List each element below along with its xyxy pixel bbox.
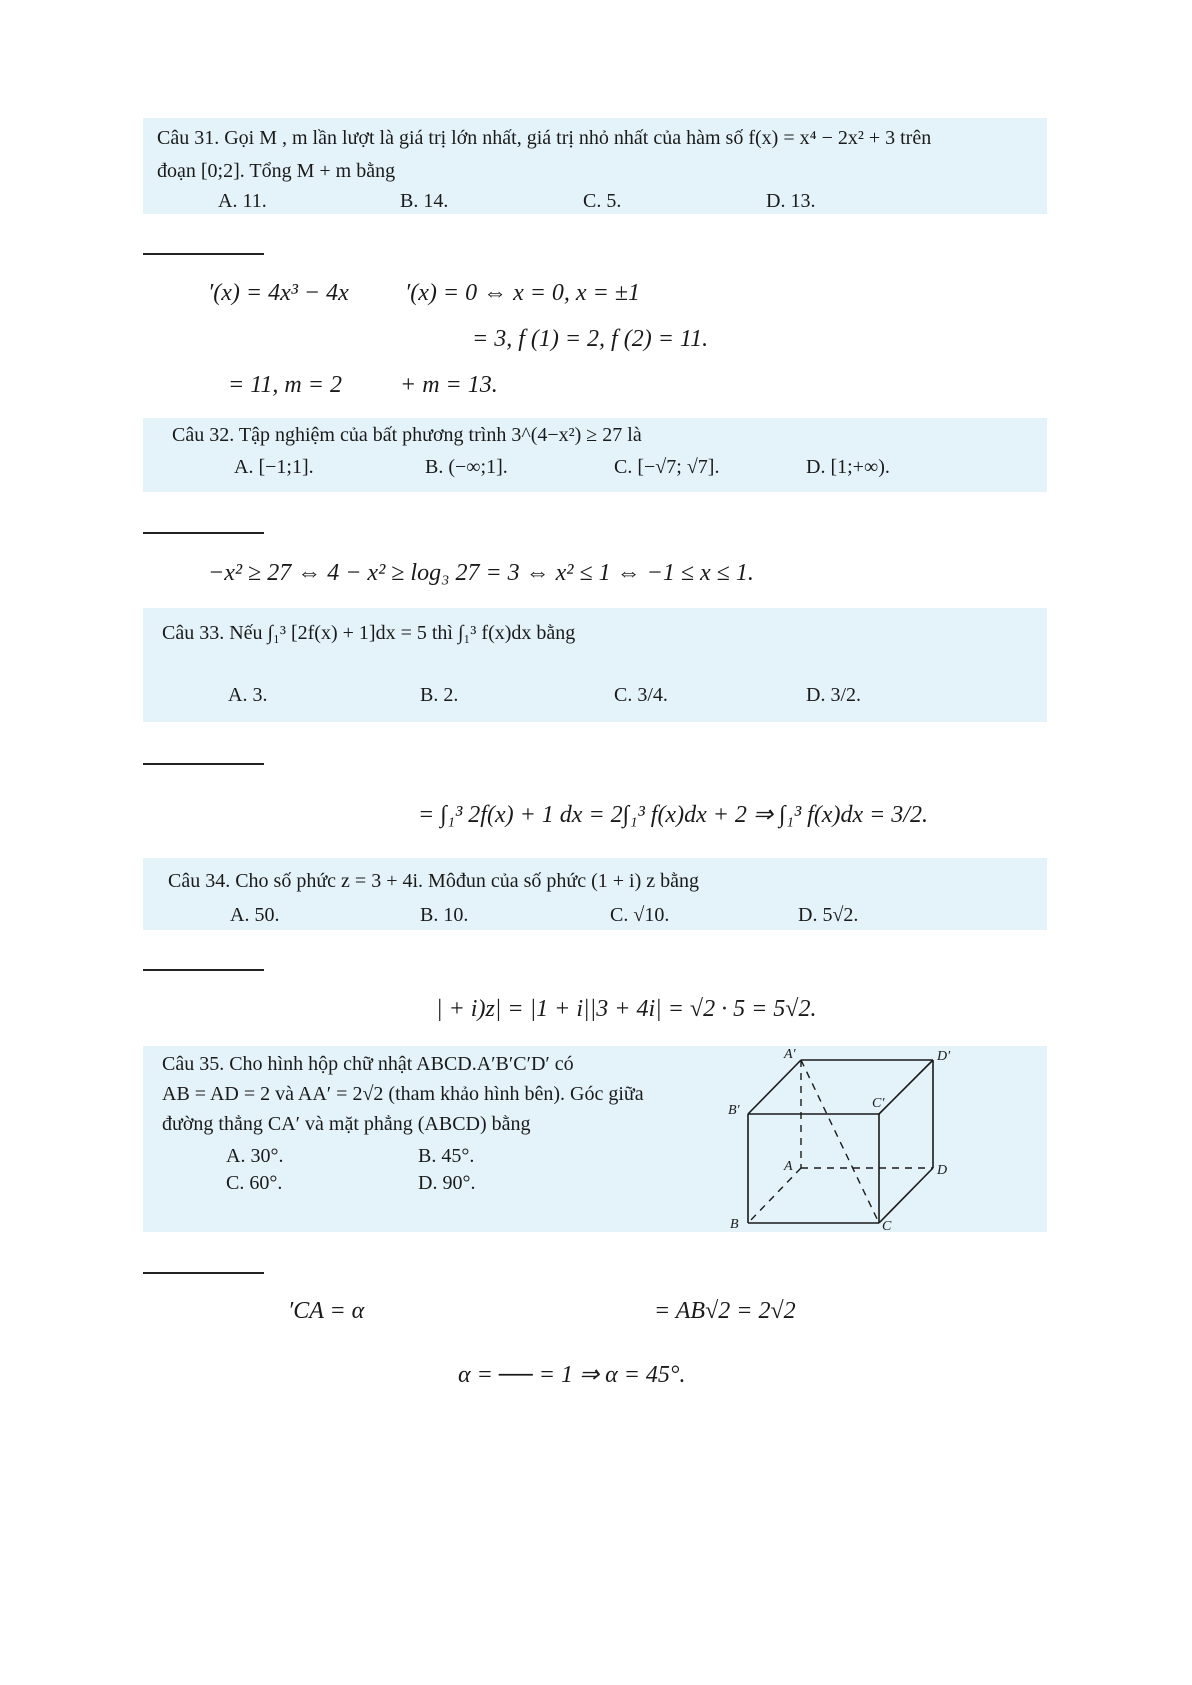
solution-31-extrema: = 11, m = 2: [228, 372, 342, 398]
question-35-line1: Câu 35. Cho hình hộp chữ nhật ABCD.A′B′C′D′ có: [162, 1053, 574, 1075]
label-d: D: [937, 1163, 948, 1178]
label-b1: B′: [728, 1103, 740, 1118]
question-35-line3: đường thẳng CA′ và mặt phẳng (ABCD) bằng: [162, 1113, 531, 1135]
solution-35-diagonal: = AB√2 = 2√2: [654, 1298, 796, 1324]
q31-option-c: C. 5.: [583, 190, 622, 212]
cuboid-figure: [722, 1046, 972, 1232]
solution-31-derivative: ′(x) = 4x³ − 4x: [208, 280, 349, 306]
q33-option-c: C. 3/4.: [614, 684, 668, 706]
solution-32-chain: −x² ≥ 27 ⇔ 4 − x² ≥ log₃ 27 = 3 ⇔ x² ≤ 1 ⇔ −1 ≤ x ≤ 1.: [208, 560, 754, 586]
question-31-line2: đoạn [0;2]. Tổng M + m bằng: [157, 160, 396, 182]
q35-option-c: C. 60°.: [226, 1172, 283, 1194]
solution-35-rule: [143, 1272, 264, 1274]
solution-31-critical-points: ′(x) = 0 ⇔ x = 0, x = ±1: [405, 280, 640, 306]
solution-31-values: = 3, f (1) = 2, f (2) = 11.: [472, 326, 709, 352]
q34-option-d: D. 5√2.: [798, 904, 859, 926]
edge-a1-b1: [748, 1060, 801, 1114]
edge-a-b-hidden: [748, 1168, 801, 1223]
solution-31-rule: [143, 253, 264, 255]
solution-34-modulus: | + i)z| = |1 + i||3 + 4i| = √2 · 5 = 5√2.: [436, 996, 817, 1022]
solution-34-rule: [143, 969, 264, 971]
edge-c-d: [879, 1168, 933, 1223]
q32-option-c: C. [−√7; √7].: [614, 456, 720, 478]
edge-d1-c1: [879, 1060, 933, 1114]
question-31-line1: Câu 31. Gọi M , m lần lượt là giá trị lớn nhất, giá trị nhỏ nhất của hàm số f(x) = x⁴ − 2x² + 3 trên: [157, 127, 932, 149]
question-32-line1: Câu 32. Tập nghiệm của bất phương trình 3^(4−x²) ≥ 27 là: [172, 424, 642, 446]
q34-option-a: A. 50.: [230, 904, 280, 926]
q34-option-b: B. 10.: [420, 904, 469, 926]
question-33-line1: Câu 33. Nếu ∫₁³ [2f(x) + 1]dx = 5 thì ∫₁³ f(x)dx bằng: [162, 622, 576, 644]
solution-33-rule: [143, 763, 264, 765]
solution-33-integral: = ∫₁³ 2f(x) + 1 dx = 2∫₁³ f(x)dx + 2 ⇒ ∫₁³ f(x)dx = 3/2.: [418, 802, 928, 828]
q33-option-a: A. 3.: [228, 684, 268, 706]
q32-option-b: B. (−∞;1].: [425, 456, 508, 478]
question-34-line1: Câu 34. Cho số phức z = 3 + 4i. Môđun của số phức (1 + i) z bằng: [168, 870, 699, 892]
label-c: C: [882, 1219, 892, 1232]
q31-option-a: A. 11.: [218, 190, 267, 212]
q35-option-a: A. 30°.: [226, 1145, 284, 1167]
label-c1: C′: [872, 1096, 885, 1111]
label-a: A: [784, 1159, 793, 1174]
solution-32-rule: [143, 532, 264, 534]
q34-option-c: C. √10.: [610, 904, 670, 926]
solution-31-sum: + m = 13.: [400, 372, 498, 398]
q33-option-b: B. 2.: [420, 684, 459, 706]
q32-option-d: D. [1;+∞).: [806, 456, 890, 478]
q35-option-b: B. 45°.: [418, 1145, 475, 1167]
q31-option-b: B. 14.: [400, 190, 449, 212]
question-35-line2: AB = AD = 2 và AA′ = 2√2 (tham khảo hình bên). Góc giữa: [162, 1083, 644, 1105]
solution-35-angle: ′CA = α: [288, 1298, 365, 1324]
solution-35-tangent: α = ── = 1 ⇒ α = 45°.: [458, 1362, 686, 1388]
label-a1: A′: [784, 1047, 796, 1062]
q35-option-d: D. 90°.: [418, 1172, 476, 1194]
q31-option-d: D. 13.: [766, 190, 816, 212]
label-b: B: [730, 1217, 739, 1232]
q32-option-a: A. [−1;1].: [234, 456, 314, 478]
label-d1: D′: [937, 1049, 951, 1064]
q33-option-d: D. 3/2.: [806, 684, 861, 706]
diagonal-a1-c-hidden: [801, 1060, 879, 1223]
